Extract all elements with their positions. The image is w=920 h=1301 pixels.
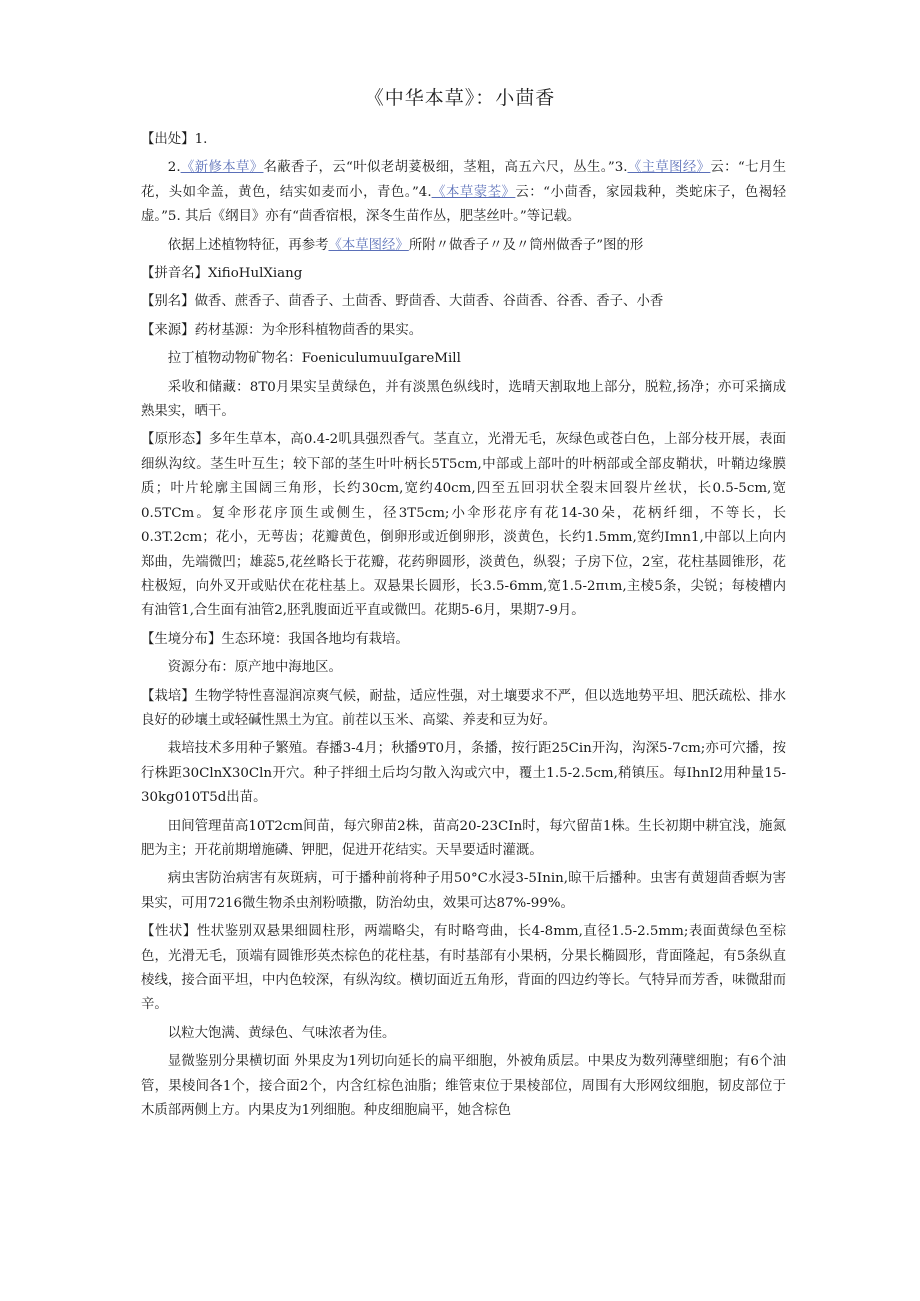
section-label-cultivation: 【栽培】 [141,688,195,704]
morphology-section [141,428,786,623]
link-bencao-tujing[interactable]: 《本草图经》 [328,237,409,253]
link-zhucao-tujing[interactable]: 《主草图经》 [627,160,711,176]
harvest-paragraph: 采收和储藏：8T0月果实呈黄绿色，并有淡黑色纵线时，选晴天割取地上部分，脱粒,扬净；亦可采摘成熟果实，晒干。 [141,379,786,420]
section-label-properties: 【性状】 [141,924,197,940]
cultivation-section [141,685,786,734]
history-text-4: 云：“小茴香，家园栽种，类蛇床子，色褐轻虚。”5. 其后《纲目》亦有“茴香宿根，深冬生苗作丛，肥茎丝叶。”等记载。 [141,184,786,225]
pest-control-paragraph: 病虫害防治病害有灰斑病，可于播种前将种子用50°C水浸3-5Inin,晾干后播种。虫害有黄翅茴香螟为害果实，可用7216微生物杀虫剂粉喷撒，防治幼虫，效果可达87%-99%。 [141,871,786,911]
field-management-paragraph: 田间管理苗高10T2cm间苗，每穴卵苗2株，苗高20-23CIn时，每穴留苗1株。生长初期中耕宜浅，施氮肥为主；开花前期增施磷、钾肥，促进开花结实。天旱要适时灌溉。 [141,818,786,858]
section-label-origin: 【来源】 [141,322,195,338]
section-label-morphology: 【原形态】 [141,432,209,448]
distribution-paragraph: 资源分布：原产地中海地区。 [167,660,342,676]
latin-name-paragraph: 拉丁植物动物矿物名：FoeniculumuuIgareMill [167,351,461,367]
history-text-1: 2. [167,160,181,176]
reference-text-1: 依据上述植物特征，再参考 [167,237,329,253]
microscopy-paragraph: 显微鉴别分果横切面 外果皮为1列切向延长的扁平细胞，外被角质层。中果皮为数列薄壁细胞；有6个油管，果棱间各1个，接合面2个，内含红棕色油脂；维管束位于果棱部位，周围有大形网纹细胞，韧皮部位于木质部两侧上方。内果皮为1列细胞。种皮细胞扁平，她含棕色 [141,1054,786,1119]
cultivation-technique-paragraph: 栽培技术多用种子繁殖。春播3-4月；秋播9T0月，条播，按行距25Cin开沟，沟深5-7cm;亦可穴播，按行株距30ClnX30Cln开穴。种子拌细土后均匀散入沟或穴中，覆土1.5-2.5cm,稍镇压。每IhnI2用种量15-30kg010T5d出苗。 [141,741,786,806]
document-body [141,128,786,1127]
link-xinxiu-bencao[interactable]: 《新修本草》 [180,160,264,176]
alias-text: 做香、蔗香子、茴香子、土茴香、野茴香、大茴香、谷茴香、谷香、香子、小香 [194,294,664,310]
history-text-3: 云：“七月生花，头如伞盖，黄色，结实如麦而小，青色。”4. [141,160,787,200]
reference-paragraph [141,234,786,258]
section-label-alias: 【别名】 [141,294,195,310]
section-label-pinyin: 【拼音名】 [141,266,208,282]
source-text: 1. [194,132,208,147]
history-paragraph [141,156,786,229]
alias-section [141,290,786,314]
source-section [141,128,786,152]
habitat-section [141,628,786,652]
history-text-2: 名蔽香子，云“叶似老胡荽极细，茎粗，高五六尺，丛生。”3. [263,160,628,176]
section-label-habitat: 【生境分布】 [141,631,222,647]
pinyin-text: XifioHulXiang [207,266,303,282]
quality-paragraph: 以粒大饱满、黄绿色、气味浓者为佳。 [167,1025,396,1041]
habitat-text: 生态环境：我国各地均有栽培。 [221,631,409,647]
section-label-source: 【出处】 [141,132,195,147]
link-bencao-mengquan[interactable]: 《本草蒙荃》 [431,184,516,200]
properties-section [141,920,786,1018]
page-title: 《中华本草》：小茴香 [364,87,556,109]
origin-text: 药材基源：为伞形科植物茴香的果实。 [194,322,423,338]
properties-text: 性状鉴别双悬果细圆柱形，两端略尖，有时略弯曲，长4-8mm,直径1.5-2.5mm;表面黄绿色至棕色，光滑无毛，顶端有圆锥形英杰棕色的花柱基，有时基部有小果柄，分果长椭圆形，背面隆起，有5条纵直棱线，接合面平坦，中内色较深，有纵沟纹。横切面近五角形，背面的四边约等长。气特异而芳香，味微甜而辛。 [141,924,786,1013]
morphology-text: 多年生草本，高0.4-2叽具强烈香气。茎直立，光滑无毛，灰绿色或苍白色，上部分枝开展，表面细纵沟纹。茎生叶互生；较下部的茎生叶叶柄长5T5cm,中部或上部叶的叶柄部或全部皮鞘状，叶鞘边缘膜质；叶片轮廓主国阔三角形，长约30cm,宽约40cm,四至五回羽状全裂末回裂片丝状，长0.5-5cm,宽0.5TCm。复伞形花序顶生或侧生，径3T5cm;小伞形花序有花14-30朵，花柄纤细，不等长，长0.3T.2cm；花小，无萼齿；花瓣黄色，倒卵形或近倒卵形，淡黄色，长约1.5mm,宽约Imn1,中部以上向内郑曲，先端微凹；雄蕊5,花丝略长于花瓣，花药卵圆形，淡黄色，纵裂；子房下位，2室，花柱基圆锥形，花柱极短，向外叉开或贴伏在花柱基上。双悬果长圆形，长3.5-6mm,宽1.5-2πιm,主棱5条，尖锐；每棱槽内有油管1,合生面有油管2,胚乳腹面近平直或微凹。花期5-6月，果期7-9月。 [141,432,787,619]
cultivation-text: 生物学特性喜湿润凉爽气候，耐盐，适应性强，对土壤要求不严，但以选地势平坦、肥沃疏松、排水良好的砂壤土或轻碱性黑土为宜。前茬以玉米、高粱、养麦和豆为好。 [141,688,787,728]
origin-section [141,319,786,343]
pinyin-section [141,262,786,286]
reference-text-2: 所附〃做香子〃及〃筒州做香子”图的形 [408,237,644,253]
